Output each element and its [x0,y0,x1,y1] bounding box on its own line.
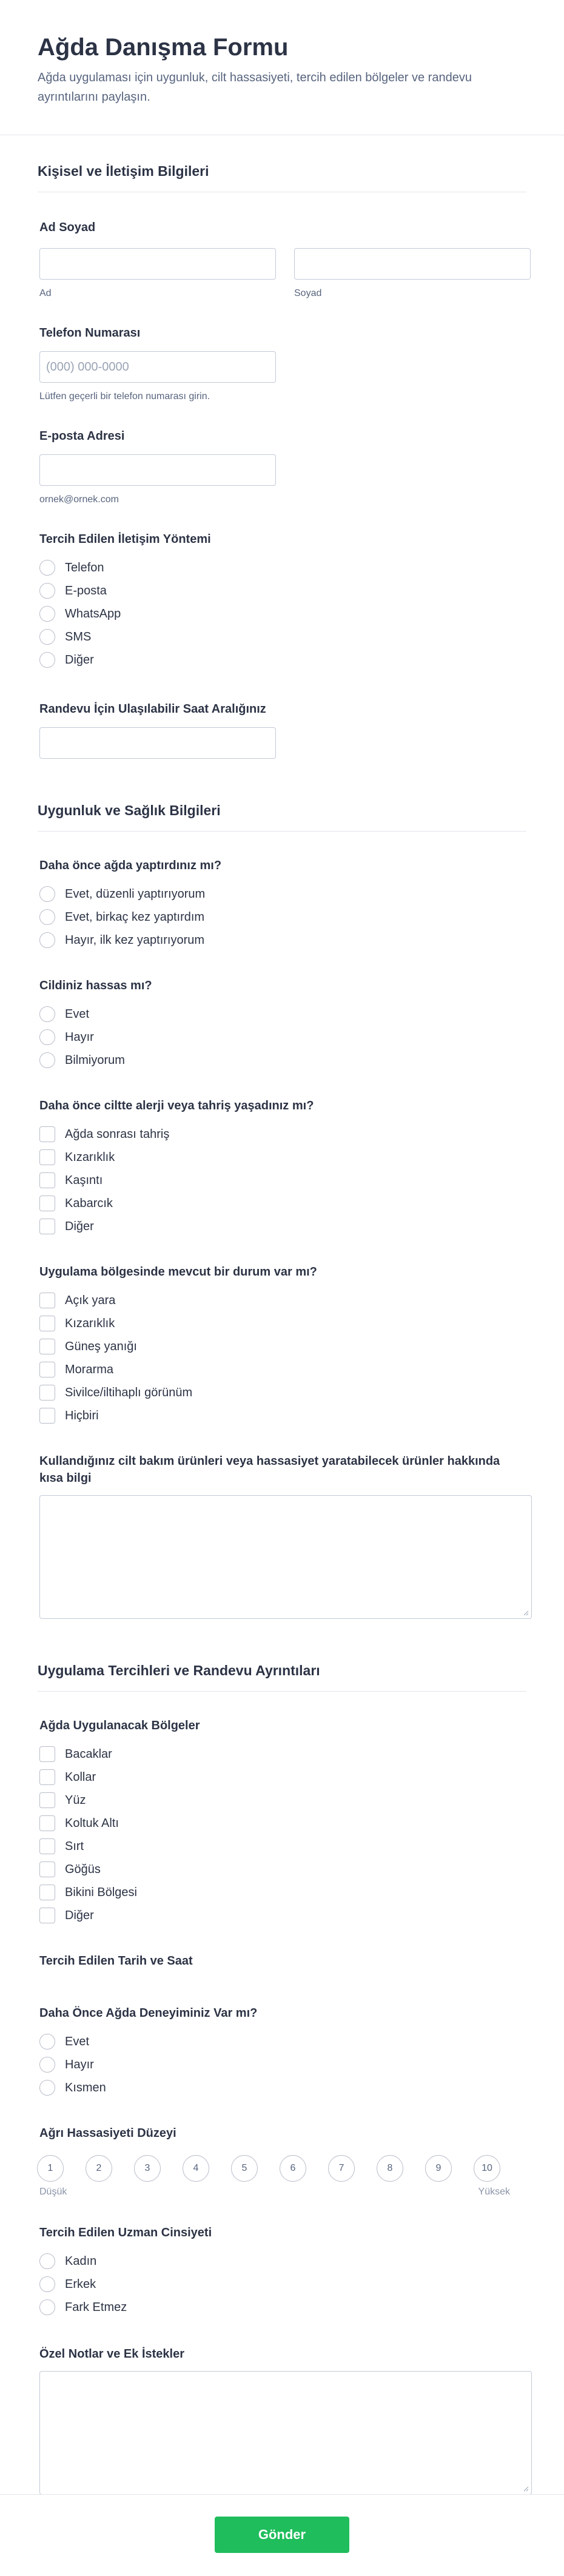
radio-circle[interactable] [39,2080,55,2096]
checkbox-box[interactable] [39,1908,55,1923]
checkbox-option[interactable]: Kabarcık [39,1192,526,1215]
radio-option[interactable]: Hayır [39,1026,526,1049]
scale-option[interactable]: 2 [86,2155,112,2182]
email-input[interactable] [39,454,276,486]
section-personal [38,163,526,192]
radio-circle[interactable] [39,909,55,925]
field-email [38,428,526,505]
radio-option[interactable]: Evet, birkaç kez yaptırdım [39,906,526,929]
checkbox-option[interactable]: Koltuk Altı [39,1812,526,1835]
phone-input[interactable] [39,351,276,383]
radio-circle[interactable] [39,1052,55,1068]
radio-option[interactable]: Kısmen [39,2076,526,2099]
phone-label: Telefon Numarası [39,326,141,340]
field-special-notes [38,2346,526,2495]
checkbox-box[interactable] [39,1362,55,1377]
checkbox-box[interactable] [39,1339,55,1354]
phone-hint: Lütfen geçerli bir telefon numarası girin. [39,391,210,402]
field-preferred-datetime [38,1952,526,1969]
radio-circle[interactable] [39,2034,55,2050]
checkbox-option[interactable]: Diğer [39,1904,526,1927]
field-skincare-products [38,1453,526,1619]
scale-option[interactable]: 9 [425,2155,452,2182]
field-full-name [38,219,526,299]
checkbox-box[interactable] [39,1385,55,1401]
radio-circle[interactable] [39,652,55,668]
checkbox-box[interactable] [39,1149,55,1165]
radio-option[interactable]: Fark Etmez [39,2296,526,2319]
pain-sensitivity-label: Ağrı Hassasiyeti Düzeyi [39,2127,176,2140]
form-content [0,163,564,2495]
sensitive-skin-label: Cildiniz hassas mı? [39,979,152,992]
waxed-before-label: Daha önce ağda yaptırdınız mı? [39,859,222,872]
checkbox-box[interactable] [39,1172,55,1188]
radio-option[interactable]: Diğer [39,648,526,671]
scale-option[interactable]: 10 [474,2155,500,2182]
checkbox-option[interactable]: Güneş yanığı [39,1335,526,1358]
checkbox-box[interactable] [39,1293,55,1308]
resize-grip-icon[interactable] [523,1610,529,1616]
radio-circle[interactable] [39,606,55,622]
checkbox-box[interactable] [39,1408,55,1424]
radio-option[interactable]: Bilmiyorum [39,1049,526,1072]
checkbox-option[interactable]: Göğüs [39,1858,526,1881]
checkbox-box[interactable] [39,1769,55,1785]
special-notes-textarea[interactable] [39,2371,532,2495]
section-health [38,802,526,832]
pain-scale [37,2155,526,2182]
skincare-products-textarea[interactable] [39,1495,532,1619]
field-sensitive-skin [38,977,526,1072]
radio-option[interactable]: Kadın [39,2250,526,2273]
radio-circle[interactable] [39,583,55,599]
field-specialist-gender [38,2224,526,2319]
checkbox-option[interactable]: Kızarıklık [39,1146,526,1169]
radio-option[interactable]: SMS [39,625,526,648]
section-title-personal: Kişisel ve İletişim Bilgileri [38,163,526,192]
field-allergy [38,1097,526,1238]
specialist-gender-label: Tercih Edilen Uzman Cinsiyeti [39,2226,212,2239]
form-description: Ağda uygulaması için uygunluk, cilt hassasiyeti, tercih edilen bölgeler ve randevu ayrıntılarını paylaşın. [38,71,472,104]
checkbox-option[interactable]: Sivilce/iltihaplı görünüm [39,1381,526,1404]
submit-button[interactable]: Gönder [215,2517,349,2553]
form-footer [0,2494,564,2576]
checkbox-box[interactable] [39,1815,55,1831]
scale-option[interactable]: 8 [377,2155,403,2182]
checkbox-box[interactable] [39,1126,55,1142]
checkbox-box[interactable] [39,1316,55,1331]
pain-scale-labels [39,2187,510,2198]
radio-circle[interactable] [39,2253,55,2269]
scale-option[interactable]: 6 [280,2155,306,2182]
radio-option[interactable]: Hayır [39,2053,526,2076]
radio-circle[interactable] [39,2276,55,2292]
radio-circle[interactable] [39,2299,55,2315]
form-title: Ağda Danışma Formu [38,34,289,61]
field-waxing-areas [38,1717,526,1927]
checkbox-option[interactable]: Kaşıntı [39,1169,526,1192]
checkbox-option[interactable]: Diğer [39,1215,526,1238]
checkbox-option[interactable]: Bacaklar [39,1743,526,1766]
checkbox-option[interactable]: Ağda sonrası tahriş [39,1123,526,1146]
form-header [0,0,564,135]
checkbox-box[interactable] [39,1746,55,1762]
radio-option[interactable]: Evet [39,2030,526,2053]
checkbox-option[interactable]: Kollar [39,1766,526,1789]
checkbox-option[interactable]: Morarma [39,1358,526,1381]
email-hint: ornek@ornek.com [39,494,119,505]
special-notes-label: Özel Notlar ve Ek İstekler [39,2347,185,2361]
checkbox-option[interactable]: Yüz [39,1789,526,1812]
scale-low-label: Düşük [39,2187,67,2197]
radio-circle[interactable] [39,886,55,902]
radio-circle[interactable] [39,932,55,948]
waxing-areas-label: Ağda Uygulanacak Bölgeler [39,1719,200,1732]
scale-option[interactable]: 1 [37,2155,64,2182]
email-label: E-posta Adresi [39,429,125,443]
full-name-label: Ad Soyad [39,221,96,234]
radio-circle[interactable] [39,629,55,645]
radio-option[interactable]: Evet, düzenli yaptırıyorum [39,883,526,906]
scale-option[interactable]: 4 [183,2155,209,2182]
checkbox-box[interactable] [39,1885,55,1900]
field-prior-experience [38,2005,526,2099]
scale-high-label: Yüksek [478,2187,510,2197]
section-preferences [38,1663,526,1692]
scale-option[interactable]: 5 [231,2155,258,2182]
contact-method-label: Tercih Edilen İletişim Yöntemi [39,533,211,546]
first-name-sublabel: Ad [39,288,52,298]
field-area-condition [38,1263,526,1427]
checkbox-option[interactable]: Hiçbiri [39,1404,526,1427]
area-condition-label: Uygulama bölgesinde mevcut bir durum var mı? [39,1265,317,1279]
prior-experience-label: Daha Önce Ağda Deneyiminiz Var mı? [39,2006,258,2020]
last-name-sublabel: Soyad [294,288,322,298]
section-title-preferences: Uygulama Tercihleri ve Randevu Ayrıntıları [38,1663,526,1692]
checkbox-option[interactable]: Sırt [39,1835,526,1858]
field-time-range [38,701,526,759]
scale-option[interactable]: 3 [134,2155,161,2182]
radio-option[interactable]: Hayır, ilk kez yaptırıyorum [39,929,526,952]
checkbox-box[interactable] [39,1838,55,1854]
radio-option[interactable]: WhatsApp [39,602,526,625]
field-pain-sensitivity [38,2125,526,2198]
time-range-label: Randevu İçin Ulaşılabilir Saat Aralığınız [39,702,266,716]
checkbox-option[interactable]: Kızarıklık [39,1312,526,1335]
radio-option[interactable]: Evet [39,1003,526,1026]
checkbox-option[interactable]: Bikini Bölgesi [39,1881,526,1904]
field-phone [38,325,526,402]
checkbox-box[interactable] [39,1219,55,1234]
radio-option[interactable]: Telefon [39,556,526,579]
field-waxed-before [38,857,526,952]
skincare-products-label: Kullandığınız cilt bakım ürünleri veya hassasiyet yaratabilecek ürünler hakkında kısa bilgi [39,1454,500,1485]
allergy-label: Daha önce ciltte alerji veya tahriş yaşadınız mı? [39,1099,314,1112]
radio-circle[interactable] [39,560,55,576]
last-name-input[interactable] [294,248,531,280]
section-title-health: Uygunluk ve Sağlık Bilgileri [38,802,526,832]
first-name-input[interactable] [39,248,276,280]
resize-grip-icon[interactable] [523,2486,529,2492]
time-range-input[interactable] [39,727,276,759]
preferred-datetime-label: Tercih Edilen Tarih ve Saat [39,1954,193,1968]
radio-option[interactable]: Erkek [39,2273,526,2296]
radio-circle[interactable] [39,1029,55,1045]
scale-option[interactable]: 7 [328,2155,355,2182]
field-contact-method [38,531,526,671]
checkbox-box[interactable] [39,1196,55,1211]
checkbox-box[interactable] [39,1861,55,1877]
radio-option[interactable]: E-posta [39,579,526,602]
radio-circle[interactable] [39,1006,55,1022]
radio-circle[interactable] [39,2057,55,2073]
checkbox-option[interactable]: Açık yara [39,1289,526,1312]
checkbox-box[interactable] [39,1792,55,1808]
